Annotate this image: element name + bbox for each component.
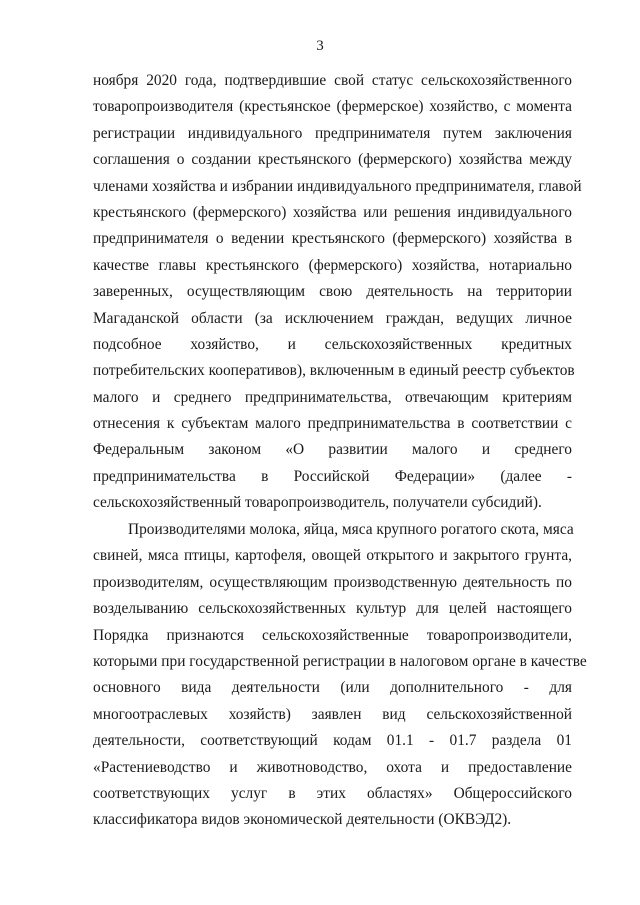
text-line: заверенных, осуществляющим свою деятельность на территории: [93, 283, 572, 301]
text-line: Производителями молока, яйца, мяса крупного рогатого скота, мяса: [128, 521, 574, 538]
text-line: деятельности, соответствующий кодам 01.1 - 01.7 раздела 01: [93, 732, 572, 750]
text-line: качестве главы крестьянского (фермерского) хозяйства, нотариально: [93, 256, 572, 274]
text-line: свиней, мяса птицы, картофеля, овощей открытого и закрытого грунта,: [93, 547, 572, 565]
text-line: возделыванию сельскохозяйственных культур для целей настоящего: [93, 600, 572, 618]
paragraph-2: [93, 517, 587, 834]
text-line: соответствующих услуг в этих областях» Общероссийского: [93, 784, 572, 802]
text-line: подсобное хозяйство, и сельскохозяйственных кредитных: [93, 335, 572, 353]
text-line: классификатора видов экономической деятельности (ОКВЭД2).: [93, 811, 512, 829]
text-line: членами хозяйства и избрании индивидуального предпринимателя, главой: [93, 177, 582, 195]
text-line: товаропроизводителя (крестьянское (фермерское) хозяйство, с момента: [93, 98, 572, 116]
text-line: сельскохозяйственный товаропроизводитель, получатели субсидий).: [93, 494, 542, 512]
text-line: крестьянского (фермерского) хозяйства или решения индивидуального: [93, 203, 572, 221]
text-line: Магаданской области (за исключением граждан, ведущих личное: [93, 309, 572, 327]
text-line: Федеральным законом «О развитии малого и среднего: [93, 441, 572, 459]
text-line: малого и среднего предпринимательства, отвечающим критериям: [93, 388, 572, 406]
paragraph-1: [93, 68, 582, 517]
text-line: потребительских кооперативов), включенным в единый реестр субъектов: [93, 362, 575, 380]
text-line: «Растениеводство и животноводство, охота и предоставление: [93, 758, 572, 776]
page-number: 3: [316, 38, 324, 54]
text-line: отнесения к субъектам малого предпринимательства в соответствии с: [93, 415, 572, 433]
text-line: ноября 2020 года, подтвердившие свой статус сельскохозяйственного: [93, 72, 572, 89]
text-line: которыми при государственной регистрации в налоговом органе в качестве: [93, 652, 587, 670]
text-line: многоотраслевых хозяйств) заявлен вид сельскохозяйственной: [93, 705, 572, 723]
text-line: соглашения о создании крестьянского (фермерского) хозяйства между: [93, 151, 572, 169]
text-line: предпринимательства в Российской Федерации» (далее -: [93, 467, 572, 485]
text-line: предпринимателя о ведении крестьянского (фермерского) хозяйства в: [93, 230, 572, 248]
text-line: регистрации индивидуального предпринимателя путем заключения: [93, 124, 572, 142]
text-line: основного вида деятельности (или дополнительного - для: [93, 679, 572, 697]
text-line: Порядка признаются сельскохозяйственные товаропроизводители,: [93, 626, 572, 644]
text-line: производителям, осуществляющим производственную деятельность по: [93, 573, 572, 591]
